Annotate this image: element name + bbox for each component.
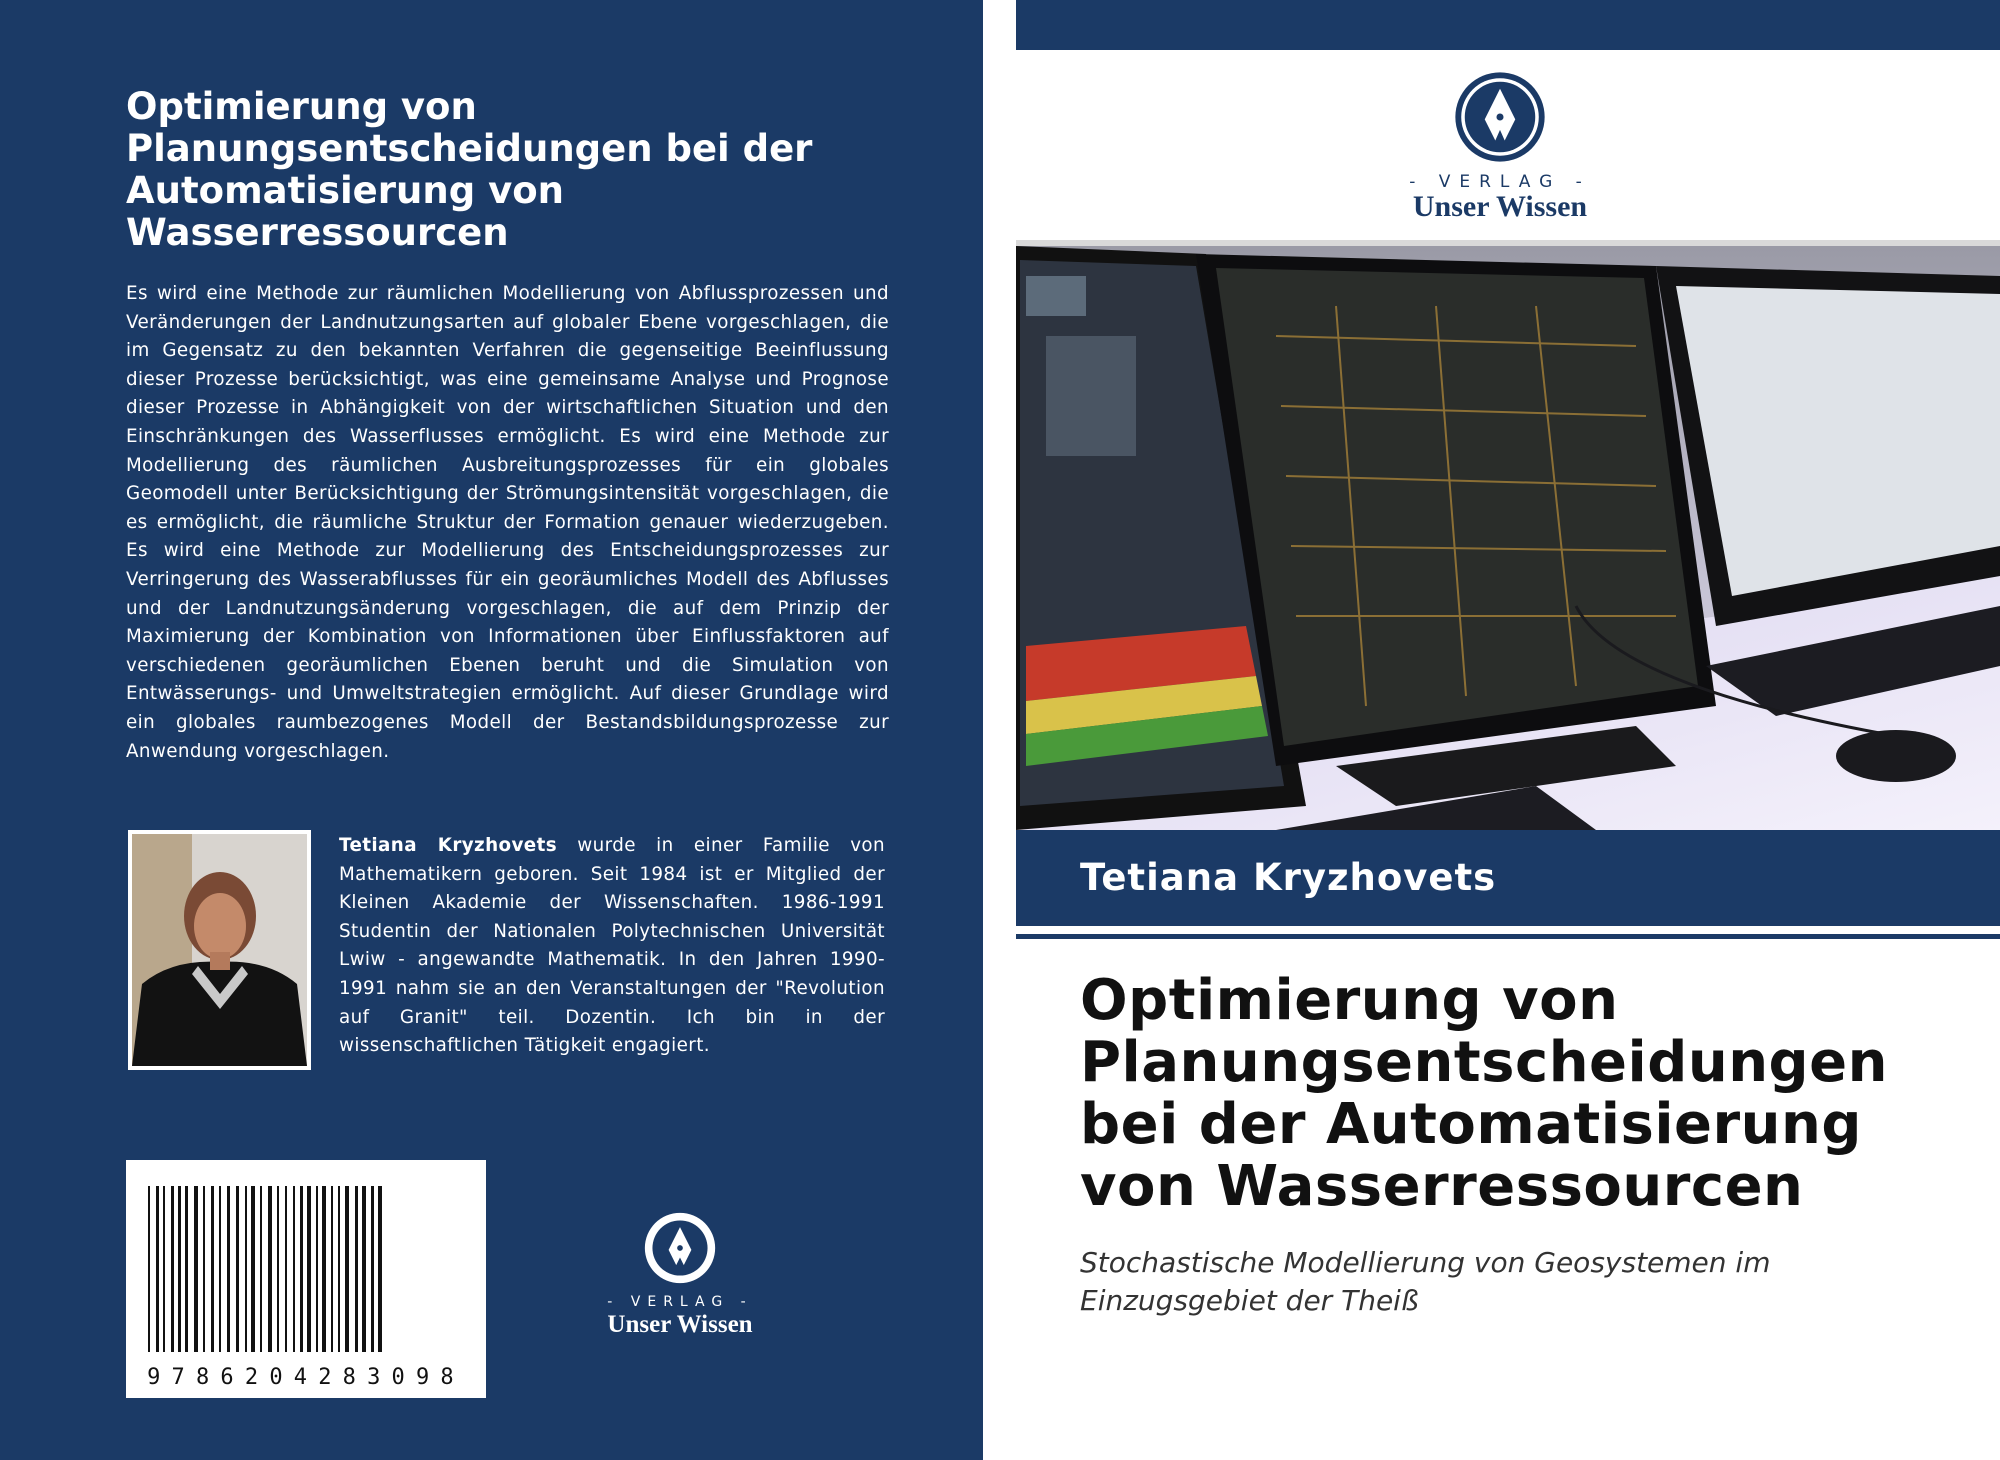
barcode-bar [171,1186,174,1352]
barcode-bar [156,1186,159,1352]
spine [983,0,1016,1460]
barcode-bar [307,1186,311,1352]
front-logo-verlag: - VERLAG - [1409,172,1591,192]
barcode-bar [148,1186,150,1352]
barcode-bar [322,1186,326,1352]
barcode-bar [163,1186,165,1352]
isbn-digits: 9786204283098 [147,1365,465,1390]
barcode-bar [316,1186,318,1352]
isbn-barcode [126,1160,486,1398]
barcode-bar [245,1186,247,1352]
barcode-bars [126,1160,486,1360]
barcode-bar [185,1186,188,1352]
barcode-bar [219,1186,221,1352]
barcode-bar [362,1186,366,1352]
front-author-bar [1016,830,2000,926]
back-cover [0,0,983,1460]
author-photo [128,830,311,1070]
front-divider-rule [1016,934,2000,939]
publisher-seal-icon [642,1210,718,1286]
barcode-bar [251,1186,255,1352]
barcode-bar [178,1186,181,1352]
publisher-seal-icon [1453,70,1547,164]
barcode-bar [338,1186,340,1352]
barcode-bar [227,1186,230,1352]
barcode-bar [378,1186,382,1352]
front-author-name: Tetiana Kryzhovets [1080,856,1497,899]
back-logo-name: Unser Wissen [607,1311,753,1338]
barcode-bar [277,1186,279,1352]
front-cover-title: Optimierung von Planungsentscheidungen bei der Automatisierung von Wasserressourcen [1080,968,1888,1219]
front-top-bar [1016,0,2000,50]
back-logo-verlag: - VERLAG - [607,1294,753,1310]
back-cover-title: Optimierung von Planungsentscheidungen bei der Automatisierung von Wasserressourcen [126,85,813,254]
barcode-bar [285,1186,287,1352]
barcode-bar [268,1186,272,1352]
front-publisher-logo [1390,70,1610,223]
barcode-bar [194,1186,198,1352]
author-bio [339,832,885,1061]
barcode-bar [300,1186,303,1352]
author-bio-text: wurde in einer Familie von Mathematikern geboren. Seit 1984 ist er Mitglied der Kleinen Akademie der Wissenschaften. 1986-1991 Studentin der Nationalen Polytechnischen Universität Lwiw - angewandte Mathematik. In den Jahren 1990-1991 nahm sie an den Veranstaltungen der "Revolution auf Granit" teil. Dozentin. Ich bin in der wissenschaftlichen Tätigkeit engagiert. [339,835,886,1057]
back-cover-blurb: Es wird eine Methode zur räumlichen Modellierung von Abflussprozessen und Veränderungen der Landnutzungsarten auf globaler Ebene vorgeschlagen, die im Gegensatz zu den bekannten Verfahren die gegenseitige Beeinflussung dieser Prozesse berücksichtigt, was eine gemeinsame Analyse und Prognose dieser Prozesse in Abhängigkeit von der wirtschaftlichen Situation und den Einschränkungen des Wasserflusses ermöglicht. Es wird eine Methode zur Modellierung des räumlichen Ausbreitungsprozesses für ein globales Geomodell unter Berücksichtigung der Strömungsintensität vorgeschlagen, die es ermöglicht, die räumliche Struktur der Formation genauer wiederzugeben. Es wird eine Methode zur Modellierung des Entscheidungsprozesses zur Verringerung des Wasserabflusses für ein georäumliches Modell des Abflusses und der Landnutzungsänderung vorgeschlagen, die auf dem Prinzip der Maximierung der Kombination von Informationen über Einflussfaktoren auf verschiedenen georäumlichen Ebenen beruht und die Simulation von Entwässerungs- und Umweltstrategien ermöglicht. Auf dieser Grundlage wird ein globales raumbezogenes Modell der Bestandsbildungsprozesse zur Anwendung vorgeschlagen. [126,283,889,762]
front-cover-subtitle: Stochastische Modellierung von Geosystemen im Einzugsgebiet der Theiß [1080,1246,1771,1317]
barcode-bar [236,1186,239,1352]
barcode-bar [260,1186,262,1352]
barcode-bar [331,1186,333,1352]
barcode-bar [371,1186,374,1352]
barcode-bar [293,1186,295,1352]
front-logo-name: Unser Wissen [1412,190,1588,223]
cover-photo-control-monitors [1016,246,2000,830]
barcode-bar [345,1186,349,1352]
barcode-bar [203,1186,205,1352]
back-publisher-logo [580,1210,780,1340]
author-bio-name: Tetiana Kryzhovets [339,835,558,856]
barcode-bar [211,1186,214,1352]
barcode-bar [355,1186,358,1352]
